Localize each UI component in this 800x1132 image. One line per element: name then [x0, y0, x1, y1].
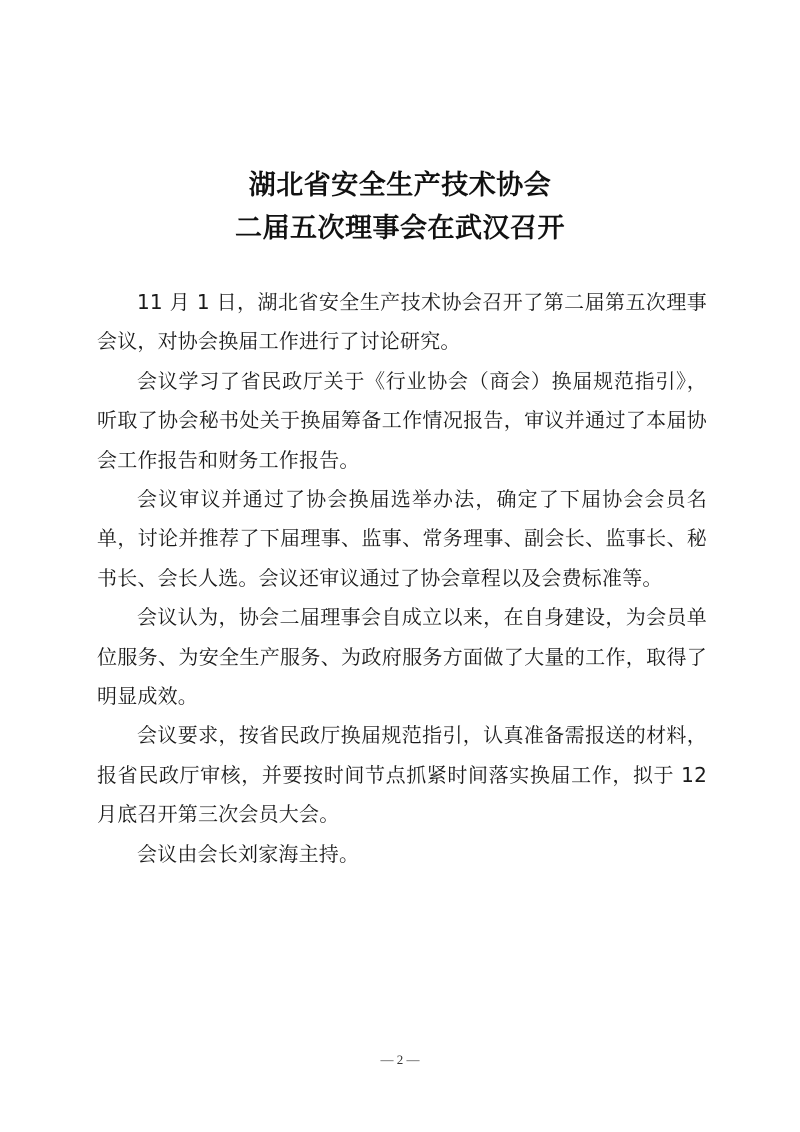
paragraph: 会议要求，按省民政厅换届规范指引，认真准备需报送的材料，报省民政厅审核，并要按时间节点抓紧时间落实换届工作，拟于 12 月底召开第三次会员大会。	[97, 723, 707, 827]
document-title-line-1: 湖北省安全生产技术协会	[248, 170, 552, 201]
page-number: — 2 —	[380, 1052, 420, 1067]
document-title-line-2: 二届五次理事会在武汉召开	[235, 213, 565, 244]
paragraph: 11 月 1 日，湖北省安全生产技术协会召开了第二届第五次理事会议，对协会换届工作进行了讨论研究。	[97, 290, 707, 354]
paragraph: 会议由会长刘家海主持。	[137, 841, 360, 866]
document-body	[97, 283, 707, 874]
paragraph: 会议学习了省民政厅关于《行业协会（商会）换届规范指引》，听取了协会秘书处关于换届筹备工作情况报告，审议并通过了本届协会工作报告和财务工作报告。	[97, 368, 707, 472]
paragraph: 会议认为，协会二届理事会自成立以来，在自身建设，为会员单位服务、为安全生产服务、为政府服务方面做了大量的工作，取得了明显成效。	[97, 605, 707, 709]
paragraph: 会议审议并通过了协会换届选举办法，确定了下届协会会员名单，讨论并推荐了下届理事、监事、常务理事、副会长、监事长、秘书长、会长人选。会议还审议通过了协会章程以及会费标准等。	[97, 487, 707, 590]
